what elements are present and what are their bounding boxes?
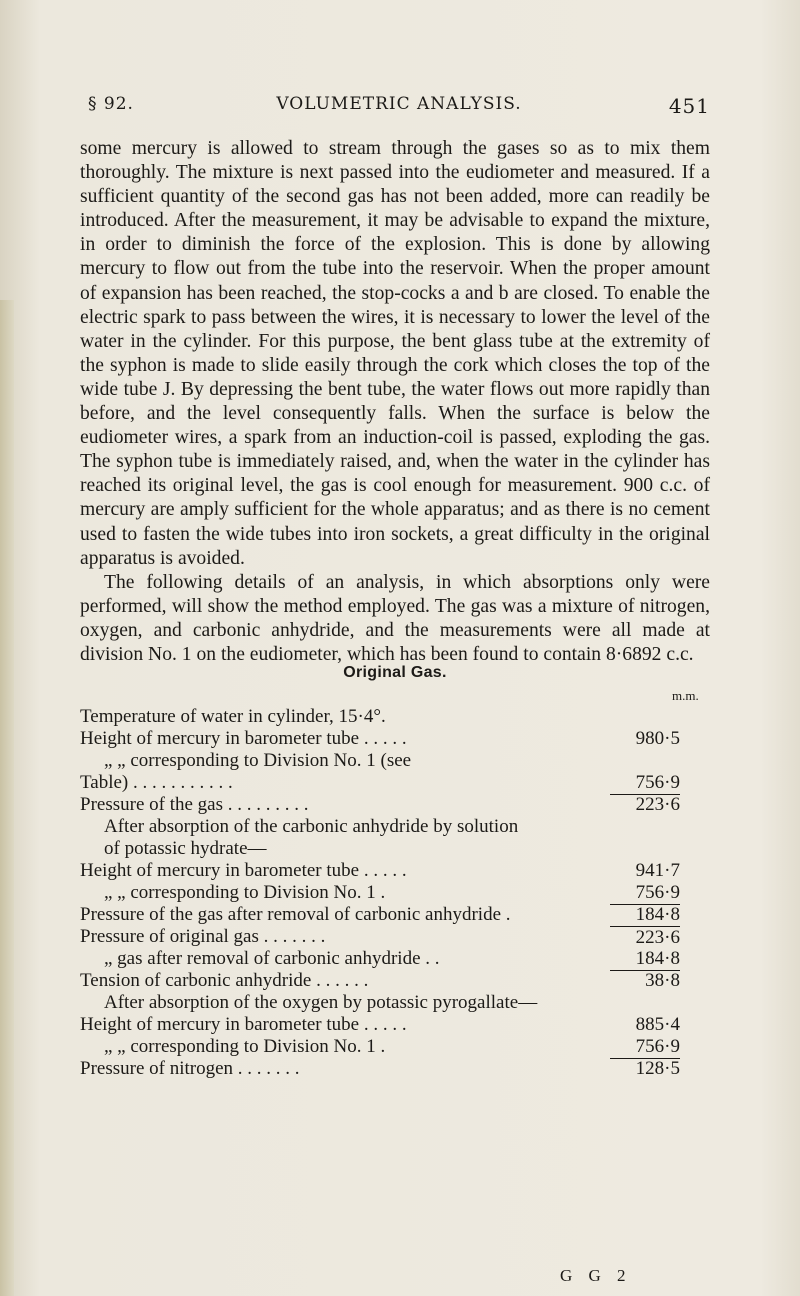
row-label: Tension of carbonic anhydride . . . . . . — [80, 970, 369, 991]
table-row — [80, 1058, 720, 1080]
table-row — [80, 750, 720, 772]
table-row — [80, 1014, 720, 1036]
row-value: 885·4 — [635, 1014, 680, 1035]
table-row — [80, 838, 720, 860]
body-text — [80, 137, 710, 667]
table-row — [80, 926, 720, 948]
row-value: 756·9 — [610, 1036, 680, 1059]
row-label: Pressure of the gas . . . . . . . . . — [80, 794, 309, 815]
page-edge-shadow — [0, 300, 14, 1296]
row-label: „ gas after removal of carbonic anhydride . . — [104, 948, 440, 969]
table-row — [80, 970, 720, 992]
row-value: 980·5 — [635, 728, 680, 749]
table-row — [80, 1036, 720, 1058]
table-row — [80, 860, 720, 882]
running-header — [88, 94, 710, 124]
table-row — [80, 772, 720, 794]
signature-mark: G G 2 — [560, 1266, 632, 1285]
row-label: „ „ corresponding to Division No. 1 . — [104, 882, 386, 903]
row-label: Pressure of original gas . . . . . . . — [80, 926, 326, 947]
row-value: 941·7 — [635, 860, 680, 881]
row-label: After absorption of the oxygen by potassic pyrogallate— — [104, 992, 538, 1013]
running-title: VOLUMETRIC ANALYSIS. — [276, 94, 522, 114]
row-value: 184·8 — [635, 904, 680, 925]
paragraph: some mercury is allowed to stream through the gases so as to mix them thoroughly. The mixture is next passed into the eudiometer and measured. If a sufficient quantity of the second gas has not been added, more can readily be introduced. After the measurement, it may be advisable to expand the mixture, in order to diminish the force of the explosion. This is done by allowing mercury to flow out from the tube into the reservoir. When the proper amount of expansion has been reached, the stop-cocks a and b are closed. To enable the electric spark to pass between the wires, it is necessary to lower the level of the water in the cylinder. For this purpose, the bent glass tube at the extremity of the syphon is made to slide easily through the cork which closes the top of the wide tube J. By depressing the bent tube, the water flows out more rapidly than before, and the level consequently falls. When the surface is below the eudiometer wires, a spark from an induction-coil is passed, exploding the gas. The syphon tube is immediately raised, and, when the water in the cylinder has reached its original level, the gas is cool enough for measurement. 900 c.c. of mercury are amply sufficient for the whole apparatus; and as there is no cement used to fasten the wide tubes into iron sockets, a great difficulty in the original apparatus is avoided. — [80, 138, 710, 569]
row-value: 223·6 — [635, 794, 680, 815]
row-value: 756·9 — [610, 772, 680, 795]
table-row — [80, 992, 720, 1014]
row-label: After absorption of the carbonic anhydride by solution — [104, 816, 519, 837]
analysis-table — [80, 706, 720, 1080]
row-label: of potassic hydrate— — [104, 838, 267, 859]
row-label: Height of mercury in barometer tube . . . . . — [80, 728, 407, 749]
row-value: 38·8 — [645, 970, 680, 991]
table-title: Original Gas. — [343, 664, 447, 681]
row-value: 756·9 — [610, 882, 680, 905]
row-value: 184·8 — [610, 948, 680, 971]
row-label: Pressure of the gas after removal of carbonic anhydride . — [80, 904, 511, 925]
table-row — [80, 948, 720, 970]
table-row — [80, 794, 720, 816]
table-row — [80, 728, 720, 750]
row-label: Height of mercury in barometer tube . . . . . — [80, 1014, 407, 1035]
row-label: Table) . . . . . . . . . . . — [80, 772, 233, 793]
table-row — [80, 816, 720, 838]
row-label: Height of mercury in barometer tube . . . . . — [80, 860, 407, 881]
row-value: 128·5 — [635, 1058, 680, 1079]
row-label: Pressure of nitrogen . . . . . . . — [80, 1058, 300, 1079]
table-units: m.m. — [672, 688, 699, 703]
page-number: 451 — [668, 94, 710, 118]
row-label: „ „ corresponding to Division No. 1 . — [104, 1036, 386, 1057]
row-value: 223·6 — [610, 926, 680, 949]
paragraph: The following details of an analysis, in which absorptions only were performed, will show the method employed. The gas was a mixture of nitrogen, oxygen, and carbonic anhydride, and the measurements were all made at division No. 1 on the eudiometer, which has been found to contain 8·6892 c.c. — [80, 571, 710, 665]
table-row — [80, 904, 720, 926]
table-row — [80, 706, 720, 728]
row-label: Temperature of water in cylinder, 15·4°. — [80, 706, 386, 727]
section-number: § 92. — [88, 94, 134, 114]
table-row — [80, 882, 720, 904]
row-label: „ „ corresponding to Division No. 1 (see — [104, 750, 412, 771]
